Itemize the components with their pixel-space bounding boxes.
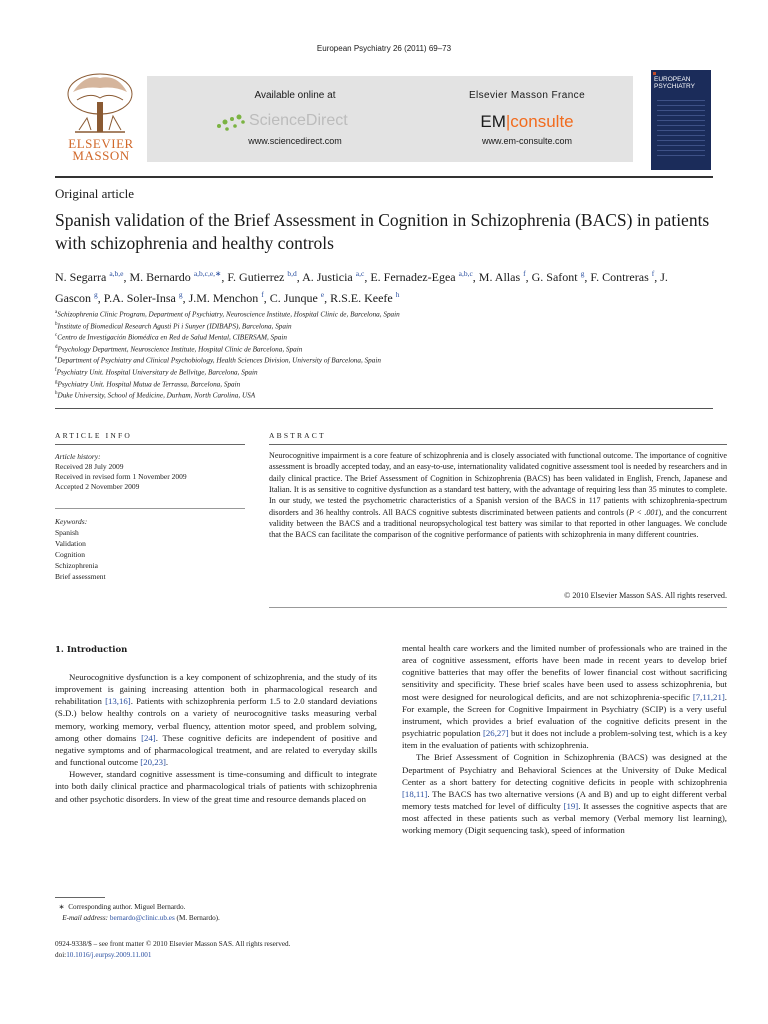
author-name: N. Segarra <box>55 270 107 284</box>
author-affiliation-marks[interactable]: a,c <box>355 269 365 278</box>
page-footer <box>55 939 455 961</box>
citation-link[interactable]: [24] <box>141 732 156 743</box>
author[interactable] <box>227 270 296 284</box>
section-rule <box>55 408 713 409</box>
header-rule <box>55 176 713 178</box>
text-run: . Patients with schizophrenia perform 1.5 to 2.0 standard deviations (S.D.) below healthy controls on a variety of neurocognitive tasks measuring verbal memory, working memory, verbal fluency, attention motor speed, and problem solving, among other domains <box>55 696 377 743</box>
author-affiliation-marks[interactable]: g <box>580 269 585 278</box>
author[interactable] <box>129 270 221 284</box>
text-run: . These cognitive deficits are independent of positive and negative symptoms and of pharmacological treatment, and are related to everyday skills and functional outcome <box>55 732 377 768</box>
article-history <box>55 452 245 492</box>
author-name: A. Justicia <box>302 270 353 284</box>
elsevier-tree-icon <box>65 72 135 136</box>
affiliation-item <box>55 343 715 355</box>
affiliation-text: Institute of Biomedical Research Agusti Pi i Sunyer (IDIBAPS), Barcelona, Spain <box>57 321 292 330</box>
text-run: mental health care workers and the limited number of professionals who are trained in the area of cognitive assessment, efforts have been made in recent years to develop brief cognitive batteries that may offer the benefits of lower financial cost without sacrificing sensitivity and specificity. These brief scales have been used to assess schizophrenia, but most were designed for neurological deficits, and are not schizophrenia-specific <box>402 643 727 702</box>
text-run: The Brief Assessment of Cognition in Schizophrenia (BACS) was designed at the Department of Psychiatry and Behavioral Sciences at the University of Duke Medical Center as a short battery for detecting cognitive deficits in people with schizophrenia <box>402 752 727 787</box>
author-affiliation-marks[interactable]: a,b,e <box>109 269 124 278</box>
citation-link[interactable]: [13,16] <box>105 696 131 707</box>
elsevier-wordmark <box>55 138 147 162</box>
em-logo-divider: | <box>505 112 511 131</box>
body-column-left <box>55 671 377 805</box>
em-logo-em: EM <box>480 112 506 131</box>
email-link[interactable]: bernardo@clinic.ub.es <box>109 914 175 922</box>
email-label: E-mail address: <box>62 914 109 922</box>
paragraph <box>402 751 727 836</box>
article-info-heading: ARTICLE INFO <box>55 431 132 440</box>
affiliation-mark: c <box>55 333 58 339</box>
author[interactable] <box>189 291 264 305</box>
author-affiliation-marks[interactable]: g <box>94 290 98 299</box>
article-title: Spanish validation of the Brief Assessment in Cognition in Schizophrenia (BACS) in patients with schizophrenia and healthy controls <box>55 210 710 253</box>
affiliation-mark: f <box>55 367 57 373</box>
author[interactable] <box>330 291 399 305</box>
keyword: Brief assessment <box>55 572 106 581</box>
article-type: Original article <box>55 186 135 201</box>
doi-label: doi: <box>55 951 67 959</box>
affiliation-text: Psychiatry Unit. Hospital Universitary de Bellvitge, Barcelona, Spain <box>56 368 258 377</box>
journal-citation: European Psychiatry 26 (2011) 69–73 <box>316 44 452 53</box>
doi-link[interactable]: 10.1016/j.eurpsy.2009.11.001 <box>66 951 152 959</box>
footnote-rule <box>55 897 105 898</box>
citation-link[interactable]: [7,11,21] <box>692 691 725 702</box>
abstract-bottom-rule <box>269 607 727 608</box>
author[interactable] <box>270 291 324 305</box>
affiliation-text: Centro de Investigación Biomédica en Red de Salud Mental, CIBERSAM, Spain <box>57 333 287 342</box>
em-logo-consulte: consulte <box>510 112 574 131</box>
author-affiliation-marks[interactable]: f <box>523 269 526 278</box>
text-run: . <box>165 757 169 768</box>
author[interactable] <box>532 270 585 284</box>
cover-title <box>654 76 710 90</box>
abstract-part-1: Neurocognitive impairment is a core feature of schizophrenia and is closely associated with functional outcome. The importance of cognitive assessment is broadly accepted today, and an easy-to-use, internationality validated cognitive assessment tool is needed by researchers and in daily clinical practice. The Brief Assessment of Cognition in Schizophrenia (BACS) has been validated in English, French, Japanese and Italian. It is as sensitive to cognitive dysfunction as a standard test battery, with the advantage of requiring less than 35 minutes to complete. In our study, we tested the psychometric characteristics of a Spanish version of the BACS in 117 patients with schizophrenia-spectrum disorders and 36 healthy controls. All BACS cognitive subtests discriminated between patients and controls ( <box>269 451 727 517</box>
publisher-banner <box>55 68 635 172</box>
citation-link[interactable]: [26,27] <box>482 728 509 739</box>
footnote-mark: ∗ <box>58 903 65 911</box>
affiliation-text: Psychology Department, Neuroscience Institute, Hospital Clinic de Barcelona, Spain <box>57 345 303 354</box>
history-label: Article history: <box>55 452 101 461</box>
author[interactable] <box>370 270 472 284</box>
footnote-line <box>55 902 377 913</box>
keyword: Validation <box>55 539 86 548</box>
publisher-panel <box>147 76 633 162</box>
sciencedirect-url[interactable]: www.sciencedirect.com <box>248 136 342 146</box>
text-run: . For example, the Screen for Cognitive Impairment in Psychiatry (SCIP) is a very useful instrument, which provides a brief evaluation of the cognitive deficits present in the psychiatric population <box>402 691 727 739</box>
cover-title-line-2: PSYCHIATRY <box>654 83 695 90</box>
affiliation-text: Duke University, School of Medicine, Durham, North Carolina, USA <box>57 391 256 400</box>
wordmark-line-2: MASSON <box>72 148 130 163</box>
author-affiliation-marks[interactable]: f <box>261 290 264 299</box>
history-accepted: Accepted 2 November 2009 <box>55 482 140 491</box>
sciencedirect-logo[interactable] <box>215 112 385 134</box>
publisher-name: Elsevier Masson France <box>468 90 586 101</box>
article-info-rule <box>55 444 245 445</box>
author-affiliation-marks[interactable]: h <box>395 290 400 299</box>
affiliation-text: Psychiatry Unit. Hospital Mutua de Terrassa, Barcelona, Spain <box>57 379 241 388</box>
sciencedirect-block[interactable] <box>205 76 385 162</box>
author-name: M. Bernardo <box>129 270 191 284</box>
citation-link[interactable]: [19] <box>563 801 579 812</box>
wordmark-line-1: ELSEVIER <box>68 136 134 151</box>
em-consulte-logo[interactable] <box>437 112 617 132</box>
email-suffix: (M. Bernardo). <box>176 914 220 922</box>
author-name: P.A. Soler-Insa <box>103 291 176 305</box>
author-affiliation-marks[interactable]: f <box>651 269 655 278</box>
affiliation-text: Department of Psychiatry and Clinical Psychobiology, Health Sciences Division, University of Barcelona, Spain <box>57 356 381 365</box>
author[interactable] <box>104 291 183 305</box>
citation-link[interactable]: [20,23] <box>140 757 166 768</box>
elsevier-logo[interactable] <box>55 68 147 172</box>
author-name: J. Gascon <box>55 270 668 305</box>
author-affiliation-marks[interactable]: a,b,c,e,∗ <box>193 269 222 278</box>
keyword: Cognition <box>55 550 86 559</box>
author-name: F. Gutierrez <box>227 270 285 284</box>
affiliation-mark: d <box>55 344 58 350</box>
author-name: J.M. Menchon <box>188 291 259 305</box>
affiliation-list <box>55 308 715 401</box>
affiliation-mark: g <box>55 379 58 385</box>
paragraph <box>402 642 727 751</box>
affiliation-item <box>55 308 715 320</box>
em-consulte-block[interactable] <box>437 76 617 162</box>
author-affiliation-marks[interactable]: b,d <box>287 269 297 278</box>
cover-accent <box>653 72 656 75</box>
keyword: Spanish <box>55 528 79 537</box>
footnote-email-line <box>55 913 377 924</box>
history-revised: Received in revised form 1 November 2009 <box>55 472 187 481</box>
author[interactable] <box>590 270 654 284</box>
affiliation-item <box>55 354 715 366</box>
abstract-part-2: ), and the concurrent validity between the BACS and a traditional neuropsychological test battery was similar to that reported in other languages. We conclude that the BACS can facilitate the comparison of the cognitive performance of patients with schizophrenia in many different countries. <box>269 507 727 540</box>
keywords-label: Keywords: <box>55 517 88 526</box>
affiliation-item <box>55 331 715 343</box>
affiliation-mark: e <box>55 356 58 362</box>
abstract-text <box>269 450 727 541</box>
paragraph: However, standard cognitive assessment is time-consuming and difficult to integrate into both daily clinical practice and pharmacological trials of patients with schizophrenia and other psychotic disorders. In view of the great time and resource demands placed on <box>55 769 377 804</box>
author-affiliation-marks[interactable]: a,b,c <box>458 269 473 278</box>
affiliation-item <box>55 389 715 401</box>
text-run: but it does not include a problem-solving test, which is a key item in the evaluation of patients with schizophrenia. <box>402 728 727 751</box>
body-column-right <box>402 642 727 837</box>
affiliation-mark: a <box>55 310 58 315</box>
author-name: C. Junque <box>269 291 318 305</box>
author-affiliation-marks[interactable]: g <box>178 290 183 299</box>
section-heading-introduction: 1. Introduction <box>55 645 128 655</box>
abstract-rule <box>269 444 727 445</box>
sciencedirect-wordmark: ScienceDirect <box>249 112 348 129</box>
author-list: N. Segarra $^{a,b,e}$, M. Bernardo $^{a,b,c,e,∗}$, F. Gutierrez $^{b,d}$, A. Justicia $^{a,c}$, E. Fernadez-Egea $^{a,b,c}$, M. Allas $^f$, G. Safont $^g$, F. Contreras $^f$, J. Gascon $^g$, P.A. Soler-Insa $^g$, J.M. Menchon $^f$, C. Junque $^e$, R.S.E. Keefe $^h$ <box>55 269 668 305</box>
abstract-p-value: P < .001 <box>629 507 659 517</box>
cover-title-line-1: EUROPEAN <box>654 76 691 83</box>
em-consulte-url[interactable]: www.em-consulte.com <box>481 136 573 146</box>
author-name: R.S.E. Keefe <box>330 291 393 305</box>
text-run: Neurocognitive dysfunction is a key component of schizophrenia, and the study of its improvement is gaining increasing attention both in pharmacological research and rehabilitation <box>55 672 377 707</box>
available-online-label: Available online at <box>254 90 336 101</box>
author-name: G. Safont <box>531 270 578 284</box>
text-run: . The BACS has two alternative versions (A and B) and up to eight different verbal memory tests matched for level of difficulty <box>402 788 727 812</box>
abstract-copyright: © 2010 Elsevier Masson SAS. All rights reserved. <box>564 591 727 600</box>
issn-line: 0924-9338/$ – see front matter © 2010 Elsevier Masson SAS. All rights reserved. <box>55 940 291 948</box>
keywords-block <box>55 516 245 582</box>
affiliation-mark: h <box>55 391 58 397</box>
author-name: E. Fernadez-Egea <box>370 270 456 284</box>
history-received: Received 28 July 2009 <box>55 462 124 471</box>
footnote-text: Corresponding author. Miguel Bernardo. <box>68 903 186 911</box>
corresponding-author-footnote <box>55 902 377 924</box>
affiliation-item <box>55 378 715 390</box>
keywords-rule <box>55 508 245 509</box>
author-affiliation-marks[interactable]: e <box>320 290 325 299</box>
citation-link[interactable]: [18,11] <box>402 788 428 799</box>
doi-line <box>55 950 455 961</box>
author[interactable] <box>302 270 364 284</box>
affiliation-item <box>55 320 715 332</box>
text-run: . It assesses the cognitive aspects that are most affected in these patients such as verbal memory (Verbal memory list learning), working memory (Digit sequencing task), speed of information <box>402 801 727 836</box>
affiliation-text: Schizophrenia Clinic Program, Department of Psychiatry, Neuroscience Institute, Hospital Clinic de, Barcelona, Spain <box>57 310 400 319</box>
author-name: F. Contreras <box>590 270 649 284</box>
author-name: M. Allas <box>478 270 521 284</box>
author[interactable] <box>55 270 123 284</box>
affiliation-mark: b <box>55 321 58 327</box>
keyword: Schizophrenia <box>55 561 98 570</box>
paragraph <box>55 671 377 768</box>
author[interactable] <box>479 270 526 284</box>
abstract-heading: ABSTRACT <box>269 431 326 440</box>
affiliation-item <box>55 366 715 378</box>
sciencedirect-dots-icon <box>215 112 247 134</box>
cover-contents-lines <box>657 100 705 160</box>
journal-cover-thumbnail[interactable] <box>651 70 711 170</box>
